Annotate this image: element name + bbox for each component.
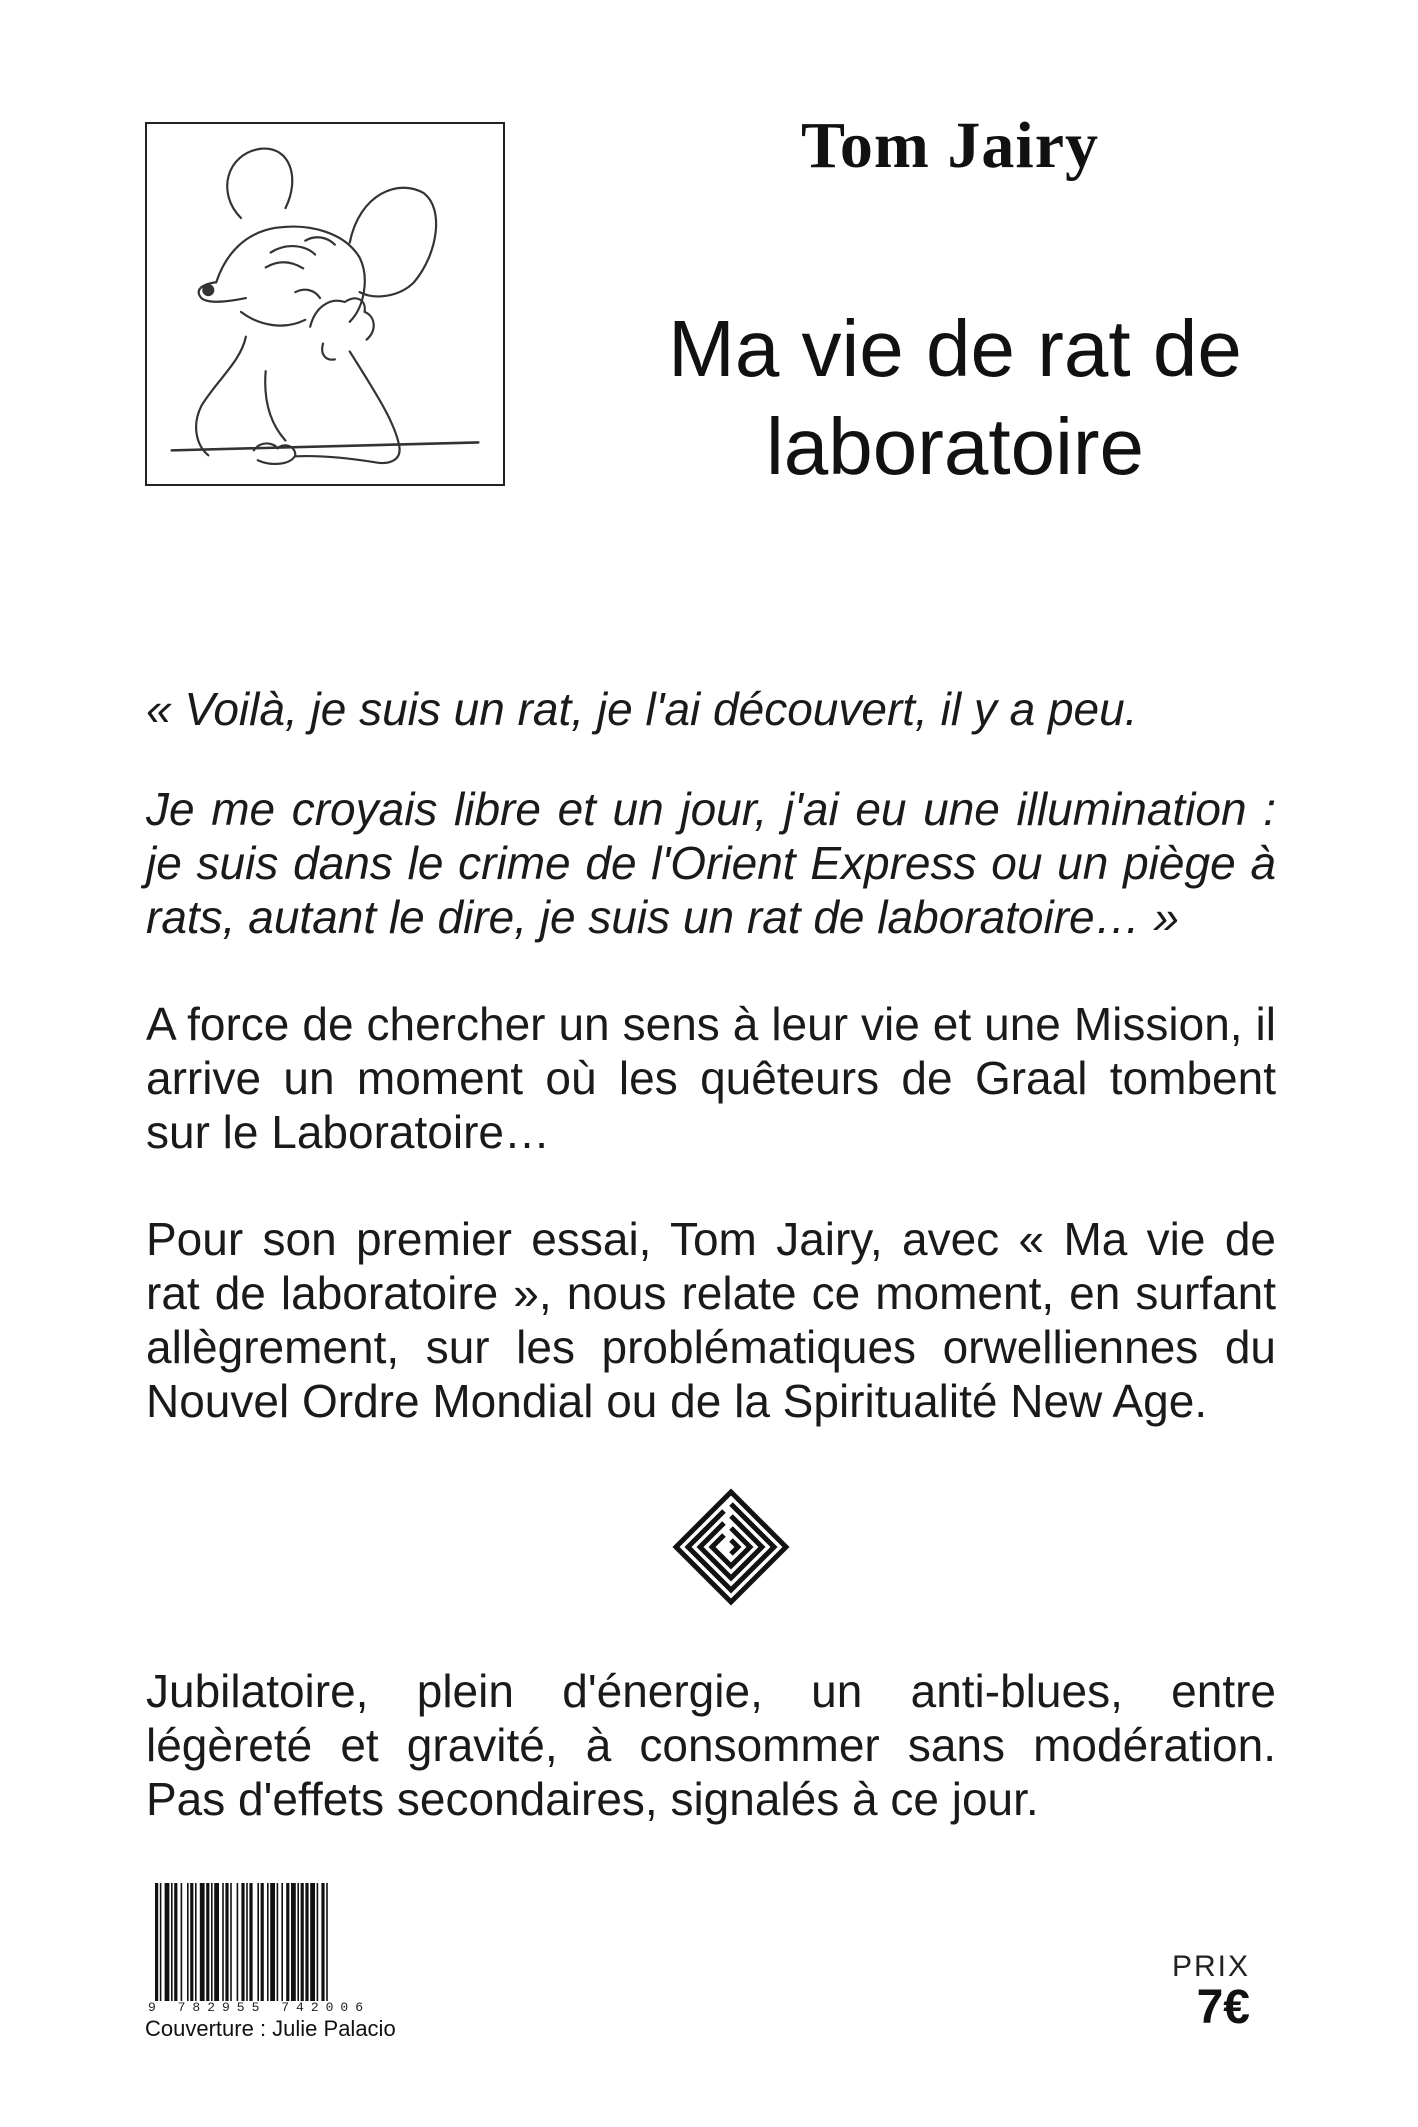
barcode-bar — [277, 1883, 279, 2001]
barcode-bar — [155, 1883, 158, 2001]
barcode-bar — [301, 1883, 304, 2001]
barcode-bar — [321, 1883, 324, 2001]
barcode-bar — [267, 1883, 269, 2001]
barcode-bar — [286, 1883, 289, 2001]
cartoon-rat-drawing-icon — [147, 124, 503, 484]
barcode-bar — [270, 1883, 275, 2001]
barcode-bar — [174, 1883, 177, 2001]
barcode-bar — [181, 1883, 183, 2001]
barcode-bar — [297, 1883, 299, 2001]
blurb-paragraph-2: Pour son premier essai, Tom Jairy, avec « Ma vie de rat de laboratoire », nous relate ce moment, en surfant allègrement, sur les problématiques orwelliennes du Nouvel Ordre Mondial ou de la Spiritualité New Age. — [146, 1213, 1276, 1427]
barcode-bar — [249, 1883, 252, 2001]
barcode-bar — [305, 1883, 308, 2001]
barcode-bar — [200, 1883, 205, 2001]
barcode-bar — [222, 1883, 224, 2001]
barcode-bar — [261, 1883, 264, 2001]
barcode-bar — [257, 1883, 259, 2001]
cover-credit: Couverture : Julie Palacio — [145, 2016, 396, 2041]
barcode-bar — [214, 1883, 219, 2001]
quote-paragraph-2: Je me croyais libre et un jour, j'ai eu une illumination : je suis dans le crime de l'Orient Express ou un piège à rats, autant le dire, je suis un rat de laboratoire… » — [146, 783, 1276, 943]
barcode-bar — [195, 1883, 197, 2001]
price-value: 7€ — [1196, 1981, 1250, 2034]
barcode-digits: 9 782955 742006 — [148, 2000, 371, 2015]
barcode-bar — [291, 1883, 296, 2001]
barcode-bar — [206, 1883, 209, 2001]
barcode-bar — [165, 1883, 170, 2001]
author-name: Tom Jairy — [800, 109, 1100, 182]
closing-paragraph: Jubilatoire, plein d'énergie, un anti-blues, entre légèreté et gravité, à consommer sans modération. Pas d'effets secondaires, signalés à ce jour. — [146, 1665, 1276, 1825]
price-label: PRIX — [1171, 1950, 1250, 1983]
barcode-bar — [190, 1883, 193, 2001]
barcode-bar — [171, 1883, 173, 2001]
barcode-bar — [160, 1883, 162, 2001]
barcode-bar — [230, 1883, 232, 2001]
barcode-bar — [246, 1883, 248, 2001]
barcode-bar — [211, 1883, 213, 2001]
barcode-bar — [241, 1883, 244, 2001]
blurb-paragraph-1: A force de chercher un sens à leur vie et une Mission, il arrive un moment où les quêteurs de Graal tombent sur le Laboratoire… — [146, 998, 1276, 1158]
barcode-bar — [225, 1883, 228, 2001]
rat-illustration — [145, 122, 505, 486]
barcode-bar — [317, 1883, 319, 2001]
barcode-bar — [326, 1883, 328, 2001]
barcode-bar — [237, 1883, 239, 2001]
barcode — [155, 1883, 395, 2001]
barcode-bar — [187, 1883, 189, 2001]
barcode-bar — [281, 1883, 283, 2001]
book-title: Ma vie de rat de laboratoire — [668, 304, 1242, 491]
ornament — [672, 1488, 790, 1606]
labyrinth-diamond-icon — [672, 1488, 790, 1606]
quote-line-1: « Voilà, je suis un rat, je l'ai découvert, il y a peu. — [146, 683, 1138, 735]
barcode-bar — [310, 1883, 315, 2001]
